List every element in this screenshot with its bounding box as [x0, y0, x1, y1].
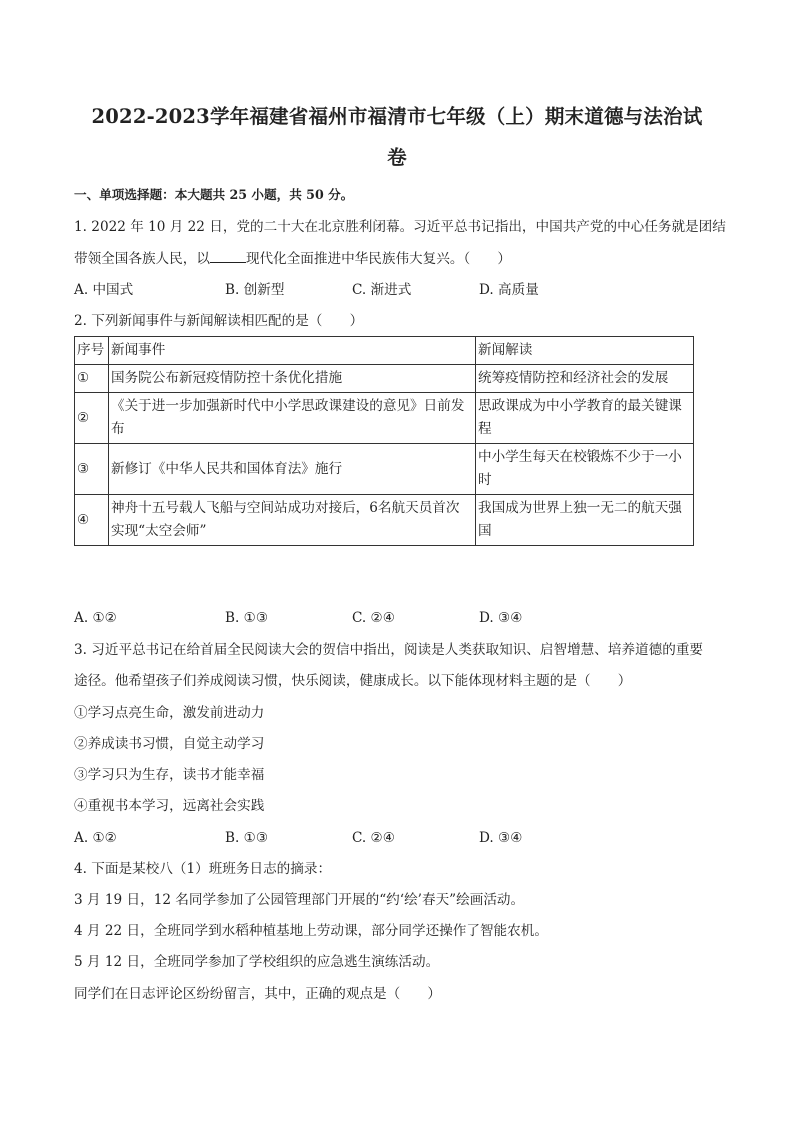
answer-blank: [210, 248, 246, 263]
q1-option-b[interactable]: B. 创新型: [225, 282, 285, 298]
news-event: 神舟十五号载人飞船与空间站成功对接后，6名航天员首次实现“太空会师”: [109, 495, 476, 546]
table-row: [75, 444, 694, 495]
q2-options: [74, 608, 634, 628]
q3-option-a[interactable]: A. ①②: [74, 830, 117, 846]
q1-option-a[interactable]: A. 中国式: [74, 282, 134, 298]
row-number: ④: [75, 495, 109, 546]
row-number: ③: [75, 444, 109, 495]
q4-log-line: 5 月 12 日，全班同学参加了学校组织的应急逃生演练活动。: [74, 954, 440, 970]
news-reading: 统筹疫情防控和经济社会的发展: [476, 365, 694, 393]
news-event: 《关于进一步加强新时代中小学思政课建设的意见》日前发布: [109, 393, 476, 444]
news-reading: 思政课成为中小学教育的最关键课程: [476, 393, 694, 444]
q4-stem: 4. 下面是某校八（1）班班务日志的摘录：: [74, 861, 332, 877]
table-header-row: [75, 337, 694, 365]
q2-stem: 2. 下列新闻事件与新闻解读相匹配的是（ ）: [74, 313, 364, 329]
q2-option-c[interactable]: C. ②④: [352, 610, 395, 626]
page-title-line1: 2022-2023学年福建省福州市福清市七年级（上）期末道德与法治试: [91, 105, 703, 128]
q2-option-a[interactable]: A. ①②: [74, 610, 117, 626]
table-header-event: 新闻事件: [109, 337, 476, 365]
news-event: 国务院公布新冠疫情防控十条优化措施: [109, 365, 476, 393]
table-header-reading: 新闻解读: [476, 337, 694, 365]
table-row: [75, 365, 694, 393]
q1-option-d[interactable]: D. 高质量: [479, 282, 539, 298]
q4-question-line: 同学们在日志评论区纷纷留言，其中，正确的观点是（ ）: [74, 986, 442, 1002]
q4-log-line: 4 月 22 日，全班同学到水稻种植基地上劳动课，部分同学还操作了智能农机。: [74, 923, 548, 939]
page-title-line2: 卷: [387, 146, 407, 169]
q1-stem-pre: 带领全国各族人民，以: [74, 251, 210, 267]
q3-options: [74, 828, 634, 848]
q2-option-b[interactable]: B. ①③: [225, 610, 269, 626]
section-heading: 一、单项选择题：本大题共 25 小题，共 50 分。: [74, 187, 354, 202]
q3-item: ②养成读书习惯，自觉主动学习: [74, 736, 265, 752]
q1-option-c[interactable]: C. 渐进式: [352, 282, 412, 298]
q3-option-c[interactable]: C. ②④: [352, 830, 395, 846]
q3-item: ③学习只为生存，读书才能幸福: [74, 767, 265, 783]
q2-option-d[interactable]: D. ③④: [479, 610, 523, 626]
q3-item: ④重视书本学习，远离社会实践: [74, 798, 265, 814]
q3-option-d[interactable]: D. ③④: [479, 830, 523, 846]
q1-stem-line1: 1. 2022 年 10 月 22 日，党的二十大在北京胜利闭幕。习近平总书记指出，中国共产党的中心任务就是团结: [74, 219, 726, 235]
q3-option-b[interactable]: B. ①③: [225, 830, 269, 846]
table-row: [75, 393, 694, 444]
news-event: 新修订《中华人民共和国体育法》施行: [109, 444, 476, 495]
news-reading: 中小学生每天在校锻炼不少于一小时: [476, 444, 694, 495]
q4-log-line: 3 月 19 日，12 名同学参加了公园管理部门开展的“约‘绘’春天”绘画活动。: [74, 892, 525, 908]
q3-item: ①学习点亮生命，激发前进动力: [74, 705, 265, 721]
row-number: ②: [75, 393, 109, 444]
table-header-no: 序号: [75, 337, 109, 365]
news-table: [74, 336, 694, 546]
q1-stem-post: 现代化全面推进中华民族伟大复兴。（ ）: [245, 251, 512, 267]
q3-stem-line1: 3. 习近平总书记在给首届全民阅读大会的贺信中指出，阅读是人类获取知识、启智增慧、培养道德的重要: [74, 642, 704, 658]
table-row: [75, 495, 694, 546]
q1-stem-line2: [74, 248, 511, 269]
q1-options: [74, 280, 634, 300]
q3-stem-line2: 途径。他希望孩子们养成阅读习惯，快乐阅读，健康成长。以下能体现材料主题的是（ ）: [74, 673, 632, 689]
news-reading: 我国成为世界上独一无二的航天强国: [476, 495, 694, 546]
row-number: ①: [75, 365, 109, 393]
